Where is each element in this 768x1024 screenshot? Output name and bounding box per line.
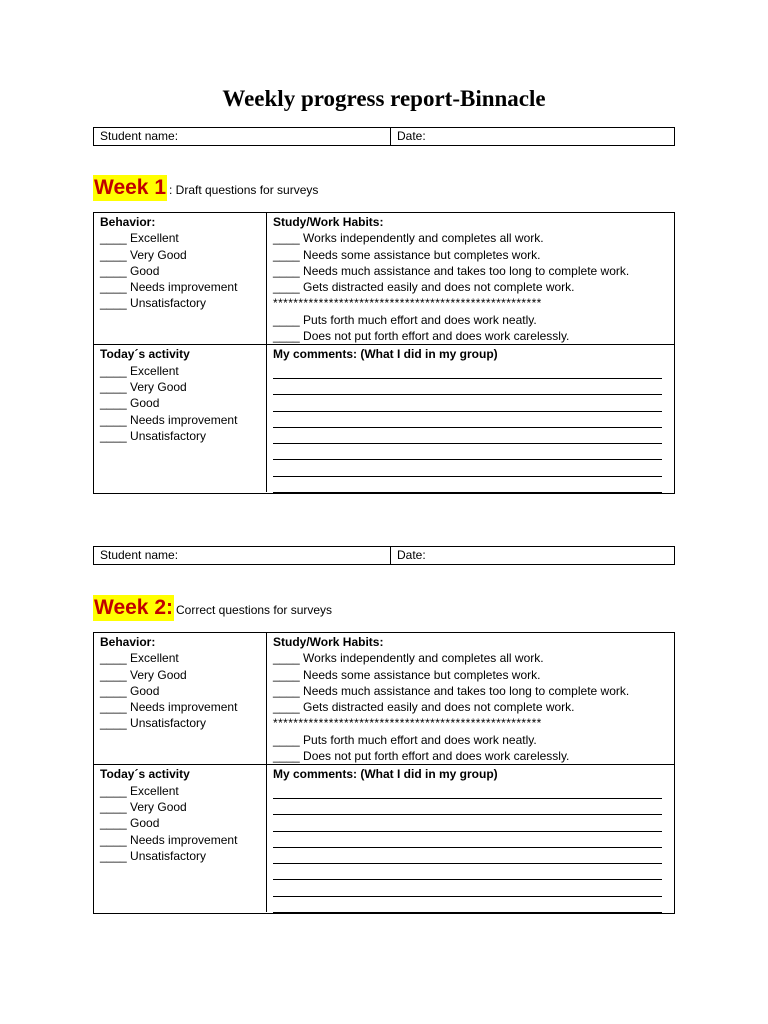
comments-cell — [267, 344, 674, 493]
comment-line[interactable] — [273, 444, 662, 460]
week-description: Correct questions for surveys — [176, 603, 333, 617]
behavior-option[interactable]: ____ Very Good — [100, 667, 187, 682]
date-field[interactable]: Date: — [397, 548, 426, 562]
habits-option[interactable]: ____ Gets distracted easily and does not complete work. — [273, 700, 575, 715]
behavior-cell — [94, 633, 267, 764]
habits-option[interactable]: ____ Needs much assistance and takes too long to complete work. — [273, 683, 630, 698]
behavior-option[interactable]: ____ Unsatisfactory — [100, 716, 207, 731]
week-label: Week 2: — [94, 596, 173, 619]
activity-option[interactable]: ____ Needs improvement — [100, 832, 238, 847]
activity-option[interactable]: ____ Very Good — [100, 799, 187, 814]
comment-line[interactable] — [273, 460, 662, 476]
comment-line[interactable] — [273, 815, 662, 831]
comment-line[interactable] — [273, 477, 662, 493]
activity-option[interactable]: ____ Excellent — [100, 363, 179, 378]
comment-line[interactable] — [273, 379, 662, 395]
behavior-option[interactable]: ____ Unsatisfactory — [100, 296, 207, 311]
behavior-option[interactable]: ____ Good — [100, 683, 160, 698]
comment-line[interactable] — [273, 864, 662, 880]
habits-option[interactable]: ____ Works independently and completes all work. — [273, 231, 544, 246]
student-info-row — [93, 546, 675, 565]
week-label: Week 1 — [94, 176, 166, 199]
comment-line[interactable] — [273, 783, 662, 799]
comments-cell — [267, 764, 674, 913]
behavior-option[interactable]: ____ Needs improvement — [100, 700, 238, 715]
week-heading — [93, 595, 332, 621]
comment-line[interactable] — [273, 832, 662, 848]
comment-line[interactable] — [273, 363, 662, 379]
activity-cell — [94, 764, 267, 912]
behavior-heading: Behavior: — [100, 635, 156, 649]
activity-option[interactable]: ____ Excellent — [100, 783, 179, 798]
activity-cell — [94, 344, 267, 492]
habits-option[interactable]: ____ Needs much assistance and takes too long to complete work. — [273, 263, 630, 278]
activity-heading: Today´s activity — [100, 767, 190, 782]
habits-option[interactable]: ____ Does not put forth effort and does work carelessly. — [273, 749, 570, 764]
date-field[interactable]: Date: — [397, 129, 426, 143]
activity-option[interactable]: ____ Very Good — [100, 379, 187, 394]
habits-heading: Study/Work Habits: — [273, 635, 384, 649]
comment-line[interactable] — [273, 799, 662, 815]
comment-line[interactable] — [273, 428, 662, 444]
habits-cell — [267, 633, 674, 764]
activity-heading: Today´s activity — [100, 347, 190, 362]
student-info-row — [93, 127, 675, 146]
page-title: Weekly progress report-Binnacle — [222, 86, 546, 111]
comments-heading: My comments: (What I did in my group) — [273, 347, 498, 362]
habits-cell — [267, 213, 674, 344]
habits-option[interactable]: ____ Gets distracted easily and does not complete work. — [273, 280, 575, 295]
student-name-field[interactable]: Student name: — [94, 128, 391, 145]
behavior-option[interactable]: ____ Good — [100, 263, 160, 278]
activity-option[interactable]: ____ Good — [100, 816, 160, 831]
activity-option[interactable]: ____ Needs improvement — [100, 412, 238, 427]
habits-heading: Study/Work Habits: — [273, 215, 384, 229]
comment-line[interactable] — [273, 395, 662, 411]
comment-line[interactable] — [273, 848, 662, 864]
separator-stars: ***************************************************** — [273, 296, 542, 311]
week-report-table — [93, 212, 675, 494]
habits-option[interactable]: ____ Needs some assistance but completes work. — [273, 667, 541, 682]
habits-option[interactable]: ____ Works independently and completes all work. — [273, 651, 544, 666]
behavior-heading: Behavior: — [100, 215, 156, 229]
week-report-table — [93, 632, 675, 914]
separator-stars: ***************************************************** — [273, 716, 542, 731]
activity-option[interactable]: ____ Unsatisfactory — [100, 428, 207, 443]
comments-heading: My comments: (What I did in my group) — [273, 767, 498, 782]
behavior-cell — [94, 213, 267, 344]
behavior-option[interactable]: ____ Excellent — [100, 231, 179, 246]
activity-option[interactable]: ____ Unsatisfactory — [100, 848, 207, 863]
comment-line[interactable] — [273, 880, 662, 896]
habits-option[interactable]: ____ Puts forth much effort and does work neatly. — [273, 312, 537, 327]
student-name-field[interactable]: Student name: — [94, 547, 391, 564]
behavior-option[interactable]: ____ Very Good — [100, 247, 187, 262]
comment-line[interactable] — [273, 412, 662, 428]
behavior-option[interactable]: ____ Needs improvement — [100, 280, 238, 295]
behavior-option[interactable]: ____ Excellent — [100, 651, 179, 666]
comment-line[interactable] — [273, 897, 662, 913]
habits-option[interactable]: ____ Does not put forth effort and does work carelessly. — [273, 329, 570, 344]
week-heading — [93, 175, 318, 201]
habits-option[interactable]: ____ Puts forth much effort and does work neatly. — [273, 732, 537, 747]
week-description: : Draft questions for surveys — [169, 183, 319, 197]
habits-option[interactable]: ____ Needs some assistance but completes work. — [273, 247, 541, 262]
activity-option[interactable]: ____ Good — [100, 396, 160, 411]
